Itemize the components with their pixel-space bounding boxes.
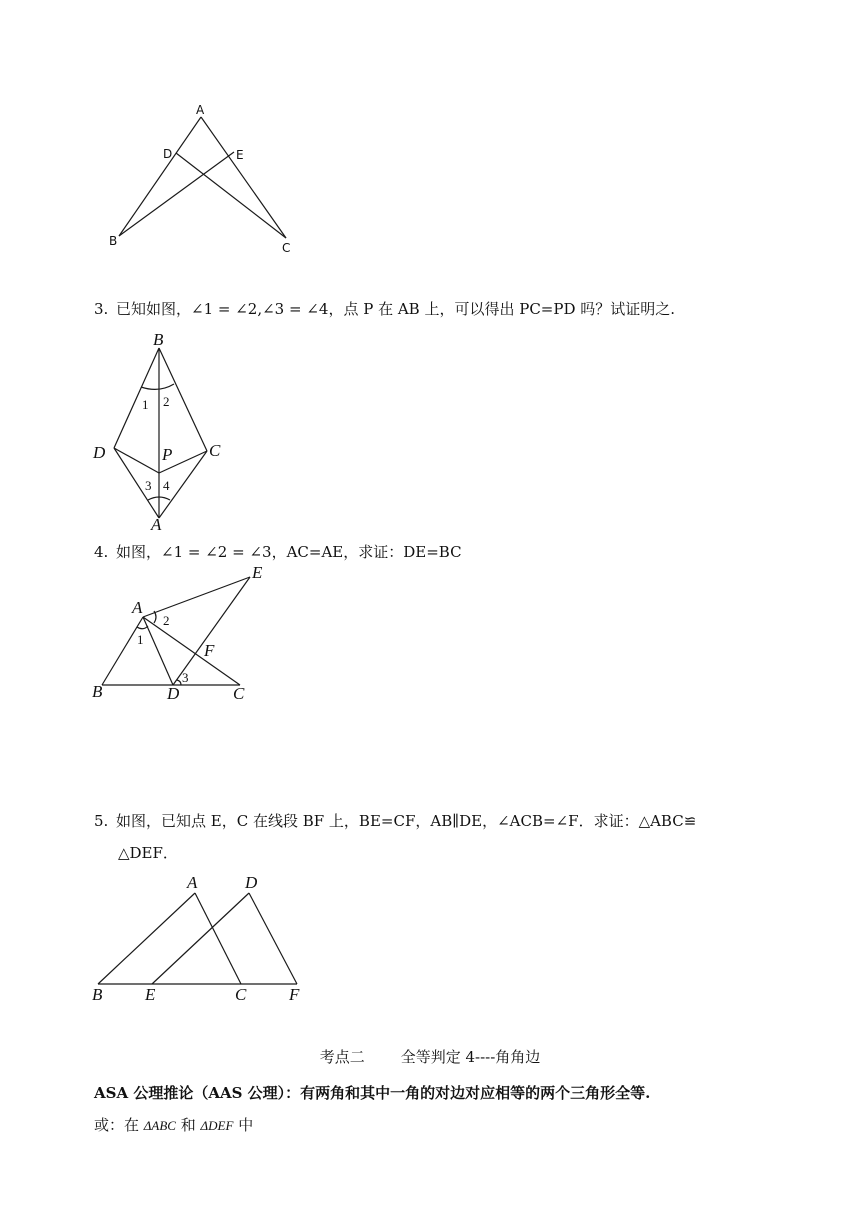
fig4-angle-3: 3: [182, 670, 189, 685]
fig4-label-B: B: [92, 682, 103, 701]
fig4-label-A: A: [132, 598, 143, 617]
question-5: [94, 810, 696, 864]
fig4-label-D: D: [167, 684, 180, 703]
fig3-label-P: P: [162, 445, 173, 464]
fig5-label-F: F: [289, 985, 300, 1004]
question-3-number: 3.: [94, 300, 109, 318]
fig4-label-F: F: [204, 641, 215, 660]
question-5-number: 5.: [94, 812, 109, 830]
fig3-angle-3: 3: [145, 478, 152, 493]
question-5-line-1: 如图，已知点 E，C 在线段 BF 上，BE=CF，AB∥DE，∠ACB=∠F．求证：△ABC≌: [116, 812, 697, 830]
fig3-angle-4: 4: [163, 478, 170, 493]
question-4-number: 4.: [94, 543, 109, 561]
fig3-label-B: B: [153, 330, 164, 349]
question-4: [94, 541, 462, 563]
fig5-label-C: C: [235, 985, 247, 1004]
section-heading-part-1: 考点二: [319, 1048, 365, 1066]
question-3-text-b: ，点 P 在 AB 上，可以得出 PC=PD 吗？试证明之.: [328, 300, 676, 318]
fig3-label-C: C: [209, 441, 221, 460]
fig4-angle-1: 1: [137, 632, 144, 647]
fig3-label-D: D: [93, 443, 106, 462]
question-3-text-a: 已知如图，: [116, 300, 192, 318]
question-4-math: ∠1 = ∠2 = ∠3: [161, 543, 272, 561]
section-heading: [0, 1046, 860, 1067]
fig3-label-A: A: [151, 515, 162, 534]
figure-3-kite-diagram: [90, 328, 240, 538]
condition-mid: 和: [175, 1116, 201, 1134]
fig4-label-C: C: [233, 684, 245, 703]
fig1-label-B: B: [109, 234, 118, 248]
figure-4-triangle-diagram: [90, 563, 265, 703]
theorem-statement: ASA 公理推论（AAS 公理）：有两角和其中一角的对边对应相等的两个三角形全等.: [94, 1084, 651, 1102]
fig4-angle-2: 2: [163, 613, 170, 628]
fig5-label-A: A: [187, 873, 198, 892]
question-3-math: ∠1 = ∠2,∠3 = ∠4: [191, 300, 329, 318]
question-4-text-a: 如图，: [116, 543, 162, 561]
question-3: [94, 298, 675, 320]
fig4-label-E: E: [252, 563, 263, 582]
fig1-label-D: D: [163, 147, 173, 161]
condition-suffix: 中: [233, 1116, 254, 1134]
figure-5-triangles-diagram: [85, 870, 325, 1005]
fig5-label-E: E: [145, 985, 156, 1004]
triangle-abc: ΔABC: [143, 1118, 176, 1133]
fig1-label-A: A: [196, 103, 205, 117]
figure-1-triangle-diagram: [100, 98, 310, 263]
condition-prefix: 或：在: [94, 1116, 144, 1134]
fig1-label-E: E: [236, 148, 244, 162]
fig3-angle-2: 2: [163, 394, 170, 409]
condition-line: [94, 1114, 253, 1135]
fig5-label-B: B: [92, 985, 103, 1004]
question-5-line-2: △DEF．: [118, 844, 178, 862]
fig5-label-D: D: [245, 873, 258, 892]
fig3-angle-1: 1: [142, 397, 149, 412]
fig1-label-C: C: [282, 241, 291, 255]
section-heading-part-2: 全等判定 4----角角边: [400, 1048, 541, 1066]
triangle-def: ΔDEF: [200, 1118, 234, 1133]
question-4-text-b: ，AC=AE，求证：DE=BC: [271, 543, 462, 561]
